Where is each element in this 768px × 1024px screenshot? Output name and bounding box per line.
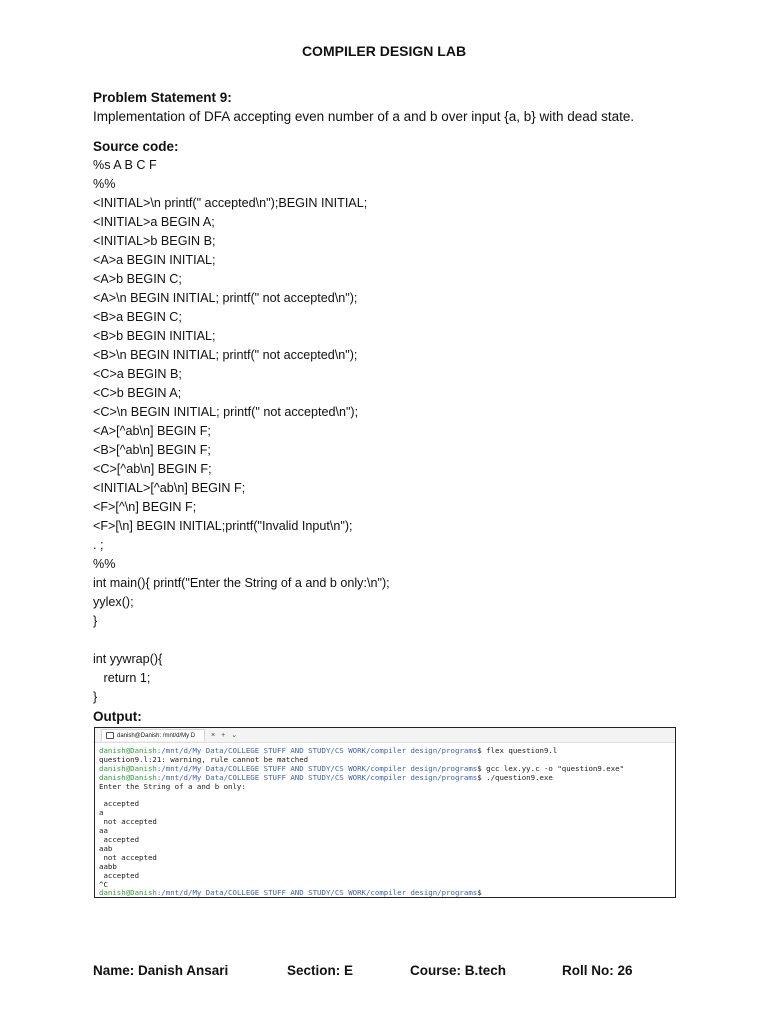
chevron-down-icon[interactable]: ⌄ [231,732,238,739]
code-line: <A>b BEGIN C; [93,272,182,286]
terminal-line: not accepted [99,817,157,827]
terminal-line: not accepted [99,852,157,862]
terminal-line: danish@Danish:/mnt/d/My Data/COLLEGE STUFF AND STUDY/CS WORK/compiler design/programs$ gcc lex.yy.c -o "question9.exe" [99,763,625,773]
code-line: <B>a BEGIN C; [93,310,182,324]
terminal-tab-title: danish@Danish: /mnt/d/My D [117,732,196,739]
terminal-line: danish@Danish:/mnt/d/My Data/COLLEGE STUFF AND STUDY/CS WORK/compiler design/programs$ [99,888,482,898]
code-line: <INITIAL>a BEGIN A; [93,215,215,229]
code-line: <C>a BEGIN B; [93,367,182,381]
code-line: <A>[^ab\n] BEGIN F; [93,424,211,438]
code-line: return 1; [93,671,151,685]
code-line: <A>a BEGIN INITIAL; [93,253,216,267]
terminal-line: danish@Danish:/mnt/d/My Data/COLLEGE STUFF AND STUDY/CS WORK/compiler design/programs$ flex question9.l [99,746,558,755]
terminal-line: accepted [99,870,140,880]
terminal-icon [106,732,114,739]
terminal-line: aab [99,843,113,853]
code-line: <B>b BEGIN INITIAL; [93,329,216,343]
code-line: %% [93,177,116,191]
student-name: Name: Danish Ansari [93,963,229,978]
close-icon[interactable]: × [211,731,216,739]
terminal-line: accepted [99,835,140,845]
code-line: . ; [93,538,104,552]
code-line: <B>\n BEGIN INITIAL; printf(" not accepted\n"); [93,348,358,362]
terminal-line: aa [99,826,108,836]
terminal-line [99,792,675,801]
code-line: <C>b BEGIN A; [93,386,182,400]
page-title: COMPILER DESIGN LAB [301,43,467,59]
code-line: } [93,614,98,628]
code-line: <F>[^\n] BEGIN F; [93,500,197,514]
code-line: <C>[^ab\n] BEGIN F; [93,462,212,476]
code-line: %s A B C F [93,158,157,172]
problem-statement: Implementation of DFA accepting even number of a and b over input {a, b} with dead state. [93,109,635,124]
source-code-heading: Source code: [93,139,179,154]
student-section: Section: E [287,963,354,978]
code-line: yylex(); [93,595,134,609]
output-heading: Output: [93,709,142,724]
terminal-line: aabb [99,861,117,871]
terminal-output [95,743,675,898]
code-line: int main(){ printf("Enter the String of a and b only:\n"); [93,576,390,590]
source-code-block [93,156,693,707]
code-line: <F>[\n] BEGIN INITIAL;printf("Invalid Input\n"); [93,519,353,533]
problem-heading: Problem Statement 9: [93,90,232,105]
new-tab-icon[interactable]: + [221,731,226,739]
terminal-line: question9.l:21: warning, rule cannot be matched [99,754,309,764]
student-roll-no: Roll No: 26 [562,963,633,978]
code-line [93,631,693,650]
terminal-line: danish@Danish:/mnt/d/My Data/COLLEGE STUFF AND STUDY/CS WORK/compiler design/programs$ ./question9.exe [99,772,553,782]
program-output [99,783,675,890]
terminal-tab-bar [95,728,675,743]
terminal-screenshot [94,727,676,898]
code-line: <B>[^ab\n] BEGIN F; [93,443,211,457]
terminal-line: a [99,808,104,818]
document-body [93,88,693,726]
code-line: <INITIAL>b BEGIN B; [93,234,216,248]
terminal-line: Enter the String of a and b only: [99,781,246,791]
terminal-tab[interactable] [101,729,205,741]
student-course: Course: B.tech [410,963,507,978]
code-line: <INITIAL>[^ab\n] BEGIN F; [93,481,246,495]
code-line: <C>\n BEGIN INITIAL; printf(" not accepted\n"); [93,405,359,419]
code-line: %% [93,557,116,571]
code-line: <INITIAL>\n printf(" accepted\n");BEGIN INITIAL; [93,196,368,210]
code-line: int yywrap(){ [93,652,163,666]
terminal-line: ^C [99,879,108,889]
terminal-line: accepted [99,799,140,809]
code-line: } [93,690,98,704]
code-line: <A>\n BEGIN INITIAL; printf(" not accepted\n"); [93,291,358,305]
